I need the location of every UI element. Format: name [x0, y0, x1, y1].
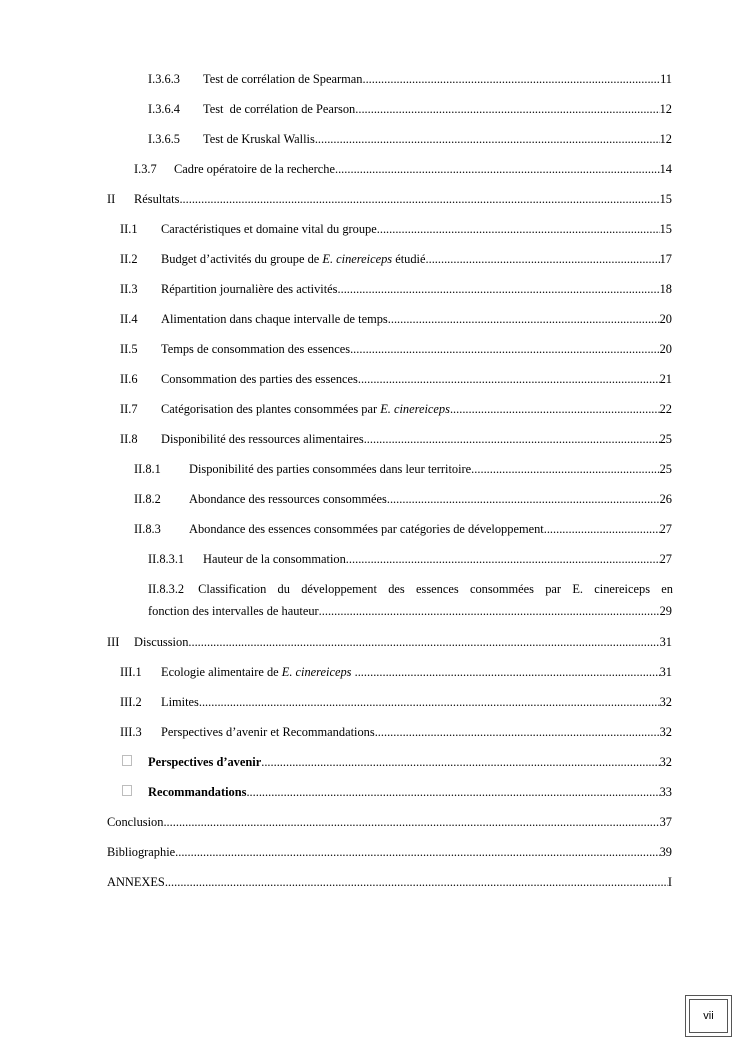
dot-leader	[188, 634, 659, 650]
dot-leader	[246, 784, 659, 800]
toc-entry-number: II.8.1	[134, 462, 161, 476]
dot-leader	[544, 521, 660, 537]
toc-entry	[107, 634, 672, 650]
dot-leader	[165, 874, 668, 890]
toc-entry-title: Recommandations	[148, 785, 247, 799]
dot-leader	[358, 371, 660, 387]
toc-entry-number: II.8	[120, 432, 138, 446]
toc-entry-title-text: Budget d’activités du groupe de	[161, 252, 323, 266]
toc-entry-page: 15	[659, 192, 672, 206]
toc-entry-title: Perspectives d’avenir	[148, 755, 262, 769]
toc-entry-number: I.3.6.4	[148, 102, 181, 116]
toc-entry-page: 32	[659, 755, 672, 769]
toc-entry-page: 14	[659, 162, 672, 176]
dot-leader	[179, 191, 659, 207]
toc-entry	[148, 71, 672, 87]
toc-entry	[148, 131, 672, 147]
dot-leader	[471, 461, 659, 477]
toc-entry	[122, 784, 672, 800]
toc-entry-page: 12	[659, 102, 672, 116]
page-number: vii	[689, 999, 728, 1033]
toc-entry-page: 27	[659, 522, 672, 536]
toc-entry-title	[161, 664, 355, 680]
toc-entry-title: Disponibilité des ressources alimentaires	[161, 432, 364, 446]
toc-entry-number: I.3.6.3	[148, 72, 181, 86]
toc-entry-page: 32	[659, 695, 672, 709]
toc-entry-number: II.8.3.2	[148, 582, 185, 596]
toc-entry-title: Abondance des ressources consommées	[189, 492, 387, 506]
toc-entry-number: II.8.3.1	[148, 552, 185, 566]
toc-entry	[120, 341, 672, 357]
dot-leader	[362, 71, 660, 87]
toc-entry	[134, 521, 672, 537]
dot-leader	[364, 431, 660, 447]
dot-leader	[315, 131, 660, 147]
dot-leader	[388, 311, 660, 327]
species-name: E. cinereiceps	[322, 252, 393, 266]
toc-entry-number: II.8.2	[134, 492, 161, 506]
toc-entry-page: 20	[659, 312, 672, 326]
toc-entry-title-text: étudié	[392, 252, 426, 266]
bullet-icon	[122, 785, 132, 796]
toc-entry-page: 26	[659, 492, 672, 506]
toc-entry	[120, 251, 672, 267]
toc-entry	[120, 371, 672, 387]
toc-entry	[120, 431, 672, 447]
toc-entry-number: I.3.6.5	[148, 132, 181, 146]
toc-entry	[122, 754, 672, 770]
toc-entry-page: 29	[659, 604, 672, 618]
toc-entry	[120, 281, 672, 297]
dot-leader	[375, 724, 660, 740]
toc-entry-number: III.1	[120, 665, 142, 679]
toc-entry-page: 25	[659, 432, 672, 446]
toc-entry-page: 18	[659, 282, 672, 296]
toc-entry-title: Bibliographie	[107, 845, 176, 859]
dot-leader	[426, 251, 660, 267]
toc-entry-page: 20	[659, 342, 672, 356]
toc-entry-number: II.2	[120, 252, 138, 266]
toc-entry-title: Limites	[161, 695, 199, 709]
toc-entry-title: Test de corrélation de Pearson	[203, 102, 356, 116]
toc-entry-title: Caractéristiques et domaine vital du groupe	[161, 222, 377, 236]
bullet-icon	[122, 755, 132, 766]
toc-entry-title	[161, 251, 426, 267]
toc-entry-title: Hauteur de la consommation	[203, 552, 346, 566]
toc-entry-title: Test de Kruskal Wallis	[203, 132, 315, 146]
toc-entry-number: II.8.3	[134, 522, 161, 536]
toc-entry-title: Résultats	[134, 192, 180, 206]
toc-entry-title-text: Catégorisation des plantes consommées par	[161, 402, 381, 416]
toc-entry-title: Discussion	[134, 635, 189, 649]
toc-entry	[107, 191, 672, 207]
toc-entry-page: I	[667, 875, 672, 889]
toc-entry-number: II.5	[120, 342, 138, 356]
toc-entry-page: 37	[659, 815, 672, 829]
page-number-box	[685, 995, 732, 1037]
toc-entry-page: 39	[659, 845, 672, 859]
toc-entry	[107, 814, 672, 830]
toc-entry	[120, 664, 672, 680]
toc-entry-page: 27	[659, 552, 672, 566]
toc-entry-title: Cadre opératoire de la recherche	[174, 162, 335, 176]
dot-leader	[450, 401, 660, 417]
toc-entry-title: Abondance des essences consommées par catégories de développement	[189, 522, 544, 536]
toc-entry-title	[161, 401, 450, 417]
toc-entry	[120, 694, 672, 710]
toc-entry-title: Conclusion	[107, 815, 164, 829]
toc-entry-page: 31	[659, 635, 672, 649]
dot-leader	[199, 694, 660, 710]
toc-entry	[134, 491, 672, 507]
species-name: E. cinereiceps	[281, 665, 352, 679]
dot-leader	[338, 281, 660, 297]
toc-entry-page: 17	[659, 252, 672, 266]
toc-entry-title: Test de corrélation de Spearman	[203, 72, 363, 86]
toc-entry-number: II.3	[120, 282, 138, 296]
dot-leader	[163, 814, 659, 830]
toc-entry	[107, 844, 672, 860]
dot-leader	[355, 101, 659, 117]
toc-entry	[148, 603, 672, 619]
toc-entry-title: Temps de consommation des essences	[161, 342, 351, 356]
toc-entry-page: 21	[659, 372, 672, 386]
toc-entry-number: III.2	[120, 695, 142, 709]
dot-leader	[387, 491, 660, 507]
toc-entry-page: 15	[659, 222, 672, 236]
dot-leader	[355, 664, 660, 680]
toc-entry	[148, 101, 672, 117]
toc-entry-page: 11	[660, 72, 672, 86]
toc-entry	[120, 401, 672, 417]
toc-entry-title: Alimentation dans chaque intervalle de temps	[161, 312, 388, 326]
toc-entry-page: 25	[659, 462, 672, 476]
toc-entry	[120, 724, 672, 740]
toc-entry-wrapped-line	[148, 581, 673, 597]
dot-leader	[175, 844, 659, 860]
toc-entry-title: Perspectives d’avenir et Recommandations	[161, 725, 375, 739]
toc-entry	[134, 461, 672, 477]
toc-entry-number: I.3.7	[134, 162, 157, 176]
toc-entry-number: II.6	[120, 372, 138, 386]
toc-entry-number: II	[107, 192, 116, 206]
dot-leader	[261, 754, 659, 770]
toc-entry-page: 32	[659, 725, 672, 739]
toc-entry-page: 31	[659, 665, 672, 679]
toc-entry	[148, 551, 672, 567]
toc-entry-number: II.7	[120, 402, 138, 416]
toc-entry-title: Classification du développement des essences consommées par E. cinereiceps en	[198, 582, 673, 596]
dot-leader	[346, 551, 660, 567]
toc-entry	[134, 161, 672, 177]
dot-leader	[335, 161, 660, 177]
dot-leader	[319, 603, 660, 619]
toc-entry	[120, 311, 672, 327]
toc-entry-page: 12	[659, 132, 672, 146]
toc-entry-number: III	[107, 635, 120, 649]
toc-entry-number: II.4	[120, 312, 138, 326]
toc-entry-title: Consommation des parties des essences	[161, 372, 358, 386]
toc-entry-number: III.3	[120, 725, 142, 739]
toc-entry	[120, 221, 672, 237]
toc-entry-page: 22	[659, 402, 672, 416]
toc-entry	[107, 874, 672, 890]
dot-leader	[377, 221, 660, 237]
species-name: E. cinereiceps	[380, 402, 450, 416]
toc-entry-title: fonction des intervalles de hauteur	[148, 604, 319, 618]
toc-entry-title: Répartition journalière des activités	[161, 282, 338, 296]
toc-entry-title: Disponibilité des parties consommées dans leur territoire	[189, 462, 472, 476]
toc-entry-title: ANNEXES	[107, 875, 165, 889]
toc-entry-title-text: Ecologie alimentaire de	[161, 665, 282, 679]
toc-entry-number: II.1	[120, 222, 138, 236]
toc-entry-page: 33	[659, 785, 672, 799]
dot-leader	[350, 341, 660, 357]
